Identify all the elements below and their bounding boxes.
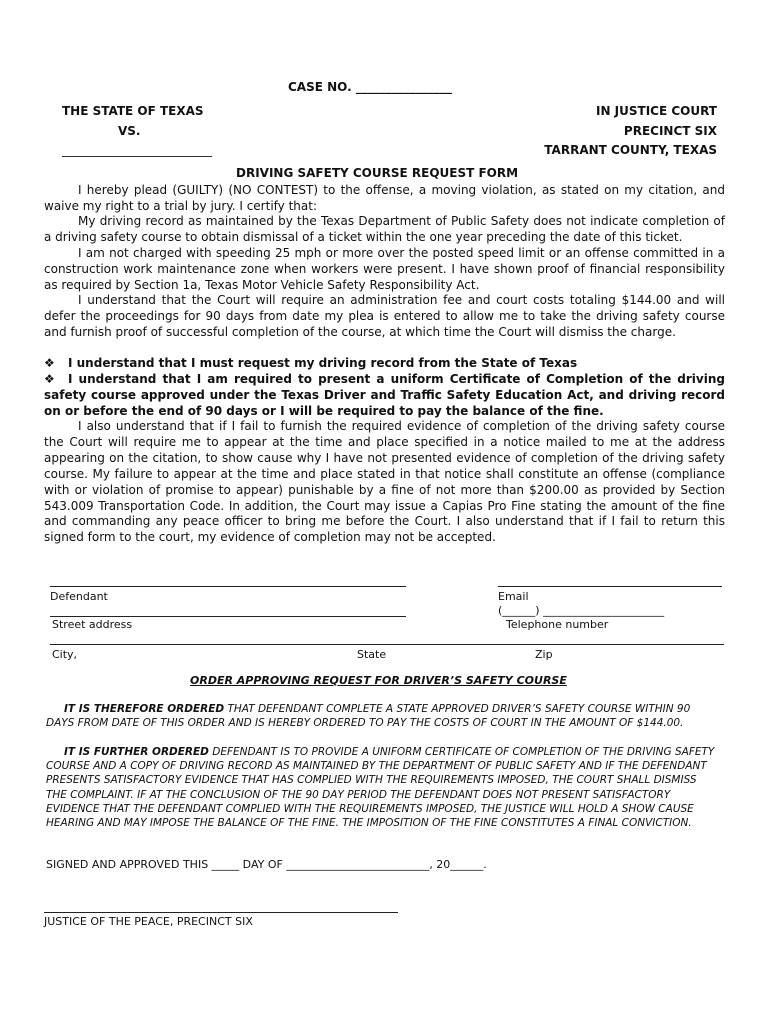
bullet-driving-record [44,356,725,372]
order-therefore-lead: IT IS THEREFORE ORDERED [64,703,225,715]
order-further-lead: IT IS FURTHER ORDERED [64,746,209,758]
street-address-line[interactable] [50,616,406,617]
order-further-text: DEFENDANT IS TO PROVIDE A UNIFORM CERTIFICATE OF COMPLETION OF THE DRIVING SAFETY COURSE AND A COPY OF DRIVING RECORD AS MAINTAINED BY THE DEPARTMENT OF PUBLIC SAFETY AND IF THE DEFENDANT PRESENTS SATISFACTORY EVIDENCE THAT HAS COMPLIED WITH THE REQUIREMENTS IMPOSED, THE COURT SHALL DISMISS THE COMPLAINT. IF AT THE CONCLUSION OF THE 90 DAY PERIOD THE DEFENDANT DOES NOT PRESENT SATISFACTORY EVIDENCE THAT THE DEFENDANT COMPLIED WITH THE REQUIREMENTS IMPOSED, THE JUSTICE WILL HOLD A SHOW CAUSE HEARING AND MAY IMPOSE THE BALANCE OF THE FINE. THE IMPOSITION OF THE FINE CONSTITUTES A FINAL CONVICTION. [46,746,715,830]
state-label: State [357,648,387,661]
case-number: CASE NO. ________________ [288,80,452,94]
plea-text: I hereby plead (GUILTY) (NO CONTEST) to the offense, a moving violation, as stated on my citation, and waive my right to a trial by jury. I certify that: [44,183,725,213]
order-title: ORDER APPROVING REQUEST FOR DRIVER’S SAFETY COURSE [190,674,567,687]
diamond-bullet-icon: ❖ [44,356,55,370]
versus-label: VS. [118,124,141,138]
order-therefore [46,702,716,730]
city-label: City, [52,648,78,661]
plea-paragraph [44,183,725,215]
speeding-text: I am not charged with speeding 25 mph or more over the posted speed limit or an offense committed in a construction work maintenance zone when workers were present. I have shown proof of financial responsibility as required by Section 1a, Texas Motor Vehicle Safety Responsibility Act. [44,246,725,292]
failure-text: I also understand that if I fail to furnish the required evidence of completion of the driving safety course the Court will require me to appear at the time and place specified in a notice mailed to me at the address appearing on the citation, to show cause why I have not presented evidence of completion of the driving safety course. My failure to appear at the time and place stated in that notice shall constitute an offense (compliance with or violation of promise to appear) punishable by a fine of not more than $200.00 as provided by Section 543.009 Transportation Code. In addition, the Court may issue a Capias Pro Fine stating the amount of the fine and commanding any peace officer to bring me before the Court. I also understand that if I fail to return this signed form to the court, my evidence of completion may not be accepted. [44,419,725,545]
driving-record-text: My driving record as maintained by the Texas Department of Public Safety does not indicate completion of a driving safety course to obtain dismissal of a ticket within the one year preceding the date of this ticket. [44,214,725,244]
precinct-name: PRECINCT SIX [623,124,717,138]
email-label: Email [498,590,529,603]
signed-approved-line[interactable]: SIGNED AND APPROVED THIS _____ DAY OF __________________________, 20______. [46,858,487,871]
justice-signature-line[interactable] [44,912,398,913]
city-state-zip-line[interactable] [50,644,724,645]
justice-label: JUSTICE OF THE PEACE, PRECINCT SIX [44,915,253,928]
bullet-certificate-text: I understand that I am required to present a uniform Certificate of Completion of the driving safety course approved under the Texas Driver and Traffic Safety Education Act, and driving record on or before the end of 90 days or I will be required to pay the balance of the fine. [44,372,725,418]
speeding-paragraph [44,246,725,294]
order-therefore-text: THAT DEFENDANT COMPLETE A STATE APPROVED DRIVER’S SAFETY COURSE WITHIN 90 DAYS FROM DATE OF THIS ORDER AND IS HEREBY ORDERED TO PAY THE COSTS OF COURT IN THE AMOUNT OF $144.00. [46,703,691,730]
defendant-name-blank: _________________________ [62,143,212,157]
telephone-label: Telephone number [506,618,609,631]
failure-paragraph [44,419,725,546]
defendant-label: Defendant [50,590,108,603]
driving-record-paragraph [44,214,725,246]
order-further [46,745,716,830]
fees-paragraph [44,293,725,341]
fees-text: I understand that the Court will require an administration fee and court costs totaling $144.00 and will defer the proceedings for 90 days from date my plea is entered to allow me to take the driving safety course and furnish proof of successful completion of the course, at which time the Court will dismiss the charge. [44,293,725,339]
state-of-texas: THE STATE OF TEXAS [62,104,204,118]
zip-label: Zip [535,648,553,661]
email-line[interactable] [498,586,722,587]
defendant-signature-line[interactable] [50,586,406,587]
bullet-certificate [44,372,725,420]
county-name: TARRANT COUNTY, TEXAS [544,143,717,157]
form-title: DRIVING SAFETY COURSE REQUEST FORM [236,166,519,180]
diamond-bullet-icon: ❖ [44,372,55,386]
court-name: IN JUSTICE COURT [595,104,717,118]
street-address-label: Street address [52,618,133,631]
bullet-driving-record-text: I understand that I must request my driving record from the State of Texas [68,356,578,370]
telephone-blank[interactable]: (______) ______________________ [498,604,665,617]
